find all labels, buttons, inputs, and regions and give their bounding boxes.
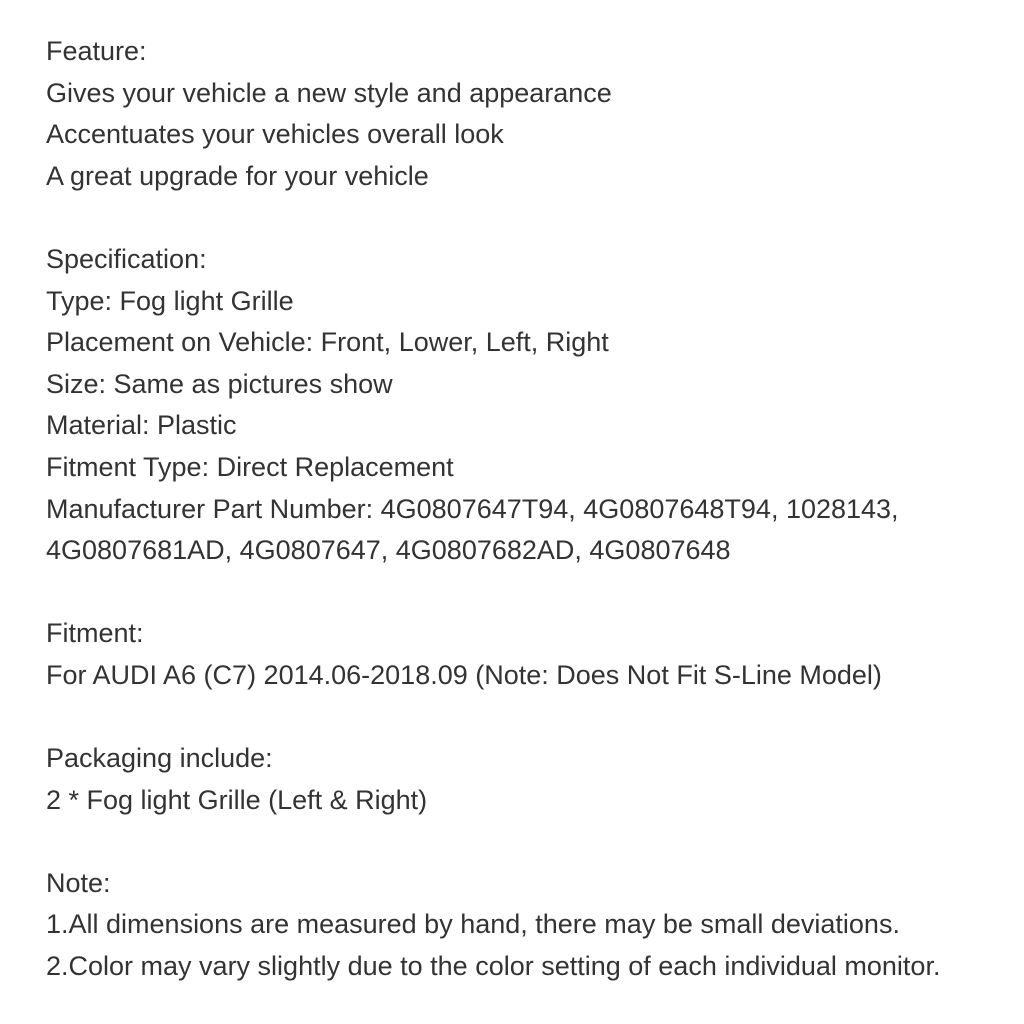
specification-heading: Specification: — [46, 243, 207, 274]
packaging-section — [46, 738, 1006, 821]
feature-section — [46, 31, 1006, 197]
fitment-heading: Fitment: — [46, 618, 144, 649]
spec-fitment-type: Fitment Type: Direct Replacement — [46, 451, 454, 482]
packaging-item: 2 * Fog light Grille (Left & Right) — [46, 784, 428, 815]
spec-material: Material: Plastic — [46, 410, 237, 441]
fitment-section — [46, 613, 1006, 696]
section-spacer — [46, 197, 1006, 239]
spec-part-numbers-continued: 4G0807681AD, 4G0807647, 4G0807682AD, 4G0807648 — [46, 535, 731, 566]
specification-section — [46, 239, 1006, 572]
note-section — [46, 863, 1006, 988]
feature-item: A great upgrade for your vehicle — [46, 160, 429, 191]
section-spacer — [46, 697, 1006, 739]
spec-size: Size: Same as pictures show — [46, 368, 393, 399]
section-spacer — [46, 821, 1006, 863]
packaging-heading: Packaging include: — [46, 743, 273, 774]
feature-item: Accentuates your vehicles overall look — [46, 119, 504, 150]
note-heading: Note: — [46, 867, 111, 898]
product-description — [46, 31, 1006, 988]
spec-type: Type: Fog light Grille — [46, 285, 294, 316]
fitment-item: For AUDI A6 (C7) 2014.06-2018.09 (Note: Does Not Fit S-Line Model) — [46, 659, 882, 690]
spec-placement: Placement on Vehicle: Front, Lower, Left, Right — [46, 327, 609, 358]
section-spacer — [46, 572, 1006, 614]
spec-part-numbers: Manufacturer Part Number: 4G0807647T94, 4G0807648T94, 1028143, — [46, 493, 899, 524]
feature-item: Gives your vehicle a new style and appearance — [46, 77, 612, 108]
note-item: 2.Color may vary slightly due to the color setting of each individual monitor. — [46, 951, 941, 982]
note-item: 1.All dimensions are measured by hand, there may be small deviations. — [46, 909, 900, 940]
feature-heading: Feature: — [46, 36, 147, 66]
